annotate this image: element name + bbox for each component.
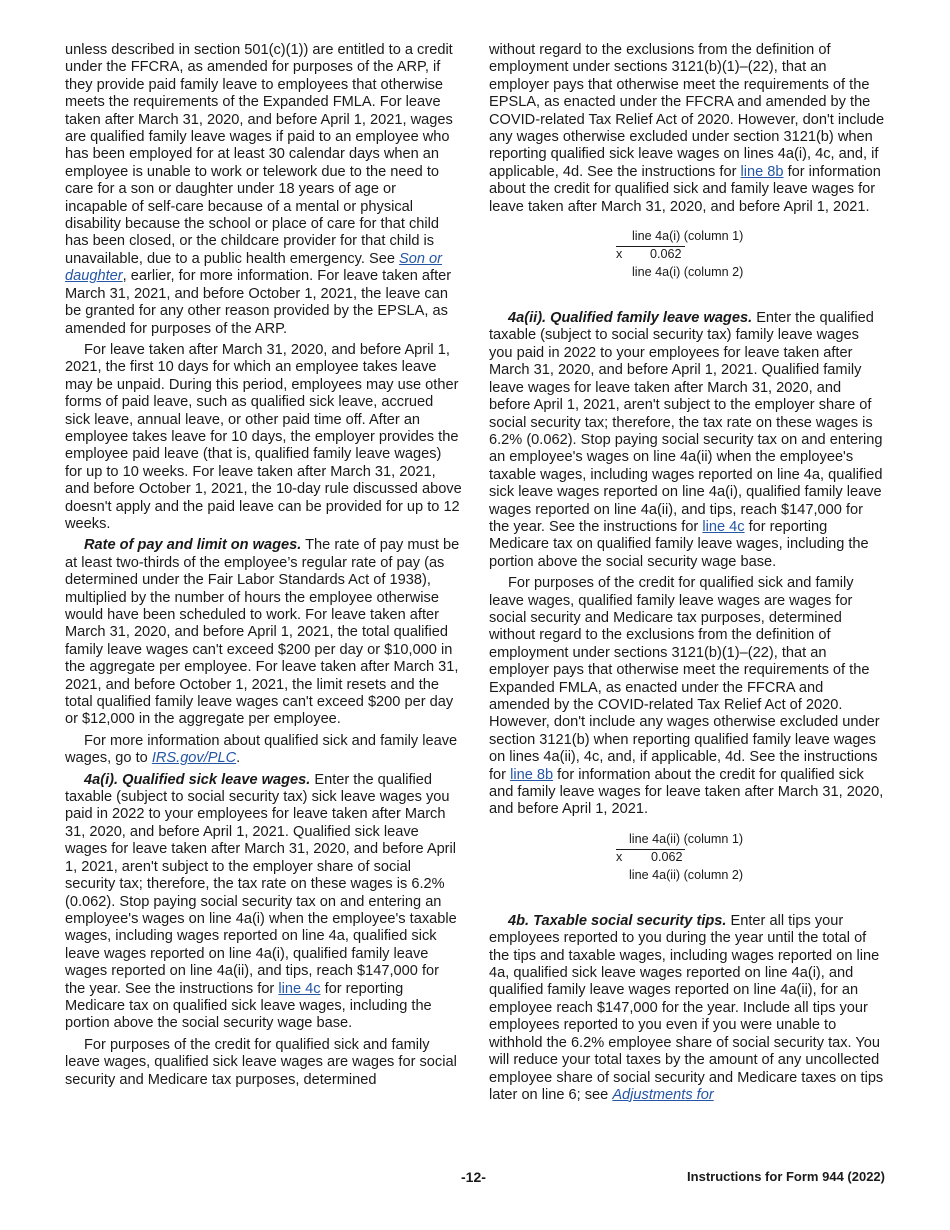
calc-4aii-multiplier-row (616, 849, 685, 864)
paragraph-family-credit-purposes: For purposes of the credit for qualified sick and family leave wages, qualified family leave wages are wages for social security and Medicare tax purposes, determined without regard to the exclusions from the definition of employment under sections 3121(b)(1)–(22), that an employer pays that otherwise meet the requirements of the Expanded FMLA, as enacted under the FFCRA and amended by the COVID-related Tax Relief Act of 2020. However, don't include any wages otherwise excluded under section 3121(b) when reporting qualified family leave wages on lines 4a(ii), 4c, and, if applicable, 4d. See the instructions for line 8b for information about the credit for qualified sick and family leave wages for leave taken after March 31, 2020, and before April 1, 2021. (489, 575, 884, 818)
calculation-4aii (489, 831, 886, 891)
paragraph-credit-purposes: For purposes of the credit for qualified sick and family leave wages, qualified sick leave wages are wages for social security and Medicare tax purposes, determined (65, 1036, 457, 1088)
line-8b-link[interactable]: line 8b (740, 163, 784, 180)
line-4b-heading: 4b. Taxable social security tips. (508, 912, 727, 929)
paragraph-4b: 4b. Taxable social security tips. Enter all tips your employees reported to you during the year until the total of the tips and taxable wages, including wages reported on line 4a, qualified sick leave wages reported on line 4a(i), and qualified family leave wages reported on line 4a(ii), for an employee reach $147,000 for the year. Include all tips your employees reported to you even if you were unable to withhold the 6.2% employee share of social security tax. You will reduce your total taxes by the amount of any uncollected employee share of social security and Medicare taxes on tips later on line 6; see Adjustments for (489, 912, 884, 1103)
calc-4aii-rate: 0.062 (651, 849, 683, 864)
paragraph-expanded-fmla: unless described in section 501(c)(1)) are entitled to a credit under the FFCRA, as amended for purposes of the ARP, if they provide paid family leave to employees that otherwise meets the requirements of the Expanded FMLA. For leave taken after March 31, 2020, and before April 1, 2021, wages are qualified family leave wages if paid to an employee who has been employed for at least 30 calendar days when an employee is unable to work or telework due to the need to care for a son or daughter under 18 years of age or incapable of self-care because of a mental or physical disability because the school or place of care for that child has been closed, or the childcare provider for that child is unavailable, due to a public health emergency. See Son or daughter, earlier, for more information. For leave taken after March 31, 2021, and before October 1, 2021, the leave can be granted for any other reason provided by the EPSLA, as amended for purposes of the ARP. (65, 42, 453, 337)
form-title: Instructions for Form 944 (2022) (687, 1169, 885, 1184)
paragraph-rate-of-pay: Rate of pay and limit on wages. The rate of pay must be at least two-thirds of the employee’s regular rate of pay (as determined under the Fair Labor Standards Act of 1938), multiplied by the number of hours the employee otherwise would have been scheduled to work. For leave taken after March 31, 2020, and before April 1, 2021, the total qualified family leave wages can't exceed $200 per day or $10,000 in the aggregate per employee. For leave taken after March 31, 2021, and before October 1, 2021, the limit resets and the total qualified family leave wages can't exceed $200 per day or $12,000 in the aggregate per employee. (65, 537, 460, 728)
multiply-sign: x (616, 849, 623, 864)
calculation-4ai (489, 228, 886, 288)
line-4c-link[interactable]: line 4c (278, 980, 321, 997)
paragraph-4ai: 4a(i). Qualified sick leave wages. Enter the qualified taxable (subject to social security tax) sick leave wages you paid in 2022 to your employees for leave taken after March 31, 2020, and before April 1, 2021. Qualified sick leave wages for leave taken after March 31, 2020, and before April 1, 2021, aren't subject to the employer share of social security tax; therefore, the tax rate on these wages is 6.2% (0.062). Stop paying social security tax on and entering an employee's wages on line 4a(i) when the employee's taxable wages, including wages reported on line 4a, qualified sick leave wages reported on line 4a(i), qualified family leave wages reported on line 4a(ii), and tips, reach $147,000 for the year. See the instructions for line 4c for reporting Medicare tax on qualified sick leave wages, including the portion above the social security wage base. (65, 771, 457, 1032)
line-4aii-heading: 4a(ii). Qualified family leave wages. (508, 310, 753, 327)
paragraph-epsla: without regard to the exclusions from the definition of employment under sections 3121(b)(1)–(22), that an employer pays that otherwise meet the requirements of the EPSLA, as enacted under the FFCRA and amended by the COVID-related Tax Relief Act of 2020. However, don't include any wages otherwise excluded under section 3121(b) when reporting qualified sick leave wages on lines 4a(i), 4c, and, if applicable, 4d. See the instructions for line 8b for information about the credit for qualified sick and family leave wages for leave taken after March 31, 2020, and before April 1, 2021. (489, 42, 885, 215)
line-4ai-heading: 4a(i). Qualified sick leave wages. (84, 771, 311, 788)
multiply-sign: x (616, 247, 623, 262)
calc-4ai-rate: 0.062 (650, 247, 682, 262)
calc-4ai-multiplier-row (616, 246, 685, 262)
calc-4aii-line1: line 4a(ii) (column 1) (629, 831, 744, 846)
calc-4ai-line3: line 4a(i) (column 2) (632, 265, 744, 280)
calc-4aii-line3: line 4a(ii) (column 2) (629, 867, 744, 882)
page-number: -12- (461, 1169, 486, 1185)
left-column (65, 42, 462, 1093)
line-8b-link[interactable]: line 8b (510, 766, 554, 783)
adjustments-for-link[interactable]: Adjustments for (612, 1086, 714, 1103)
paragraph-unpaid-days: For leave taken after March 31, 2020, and before April 1, 2021, the first 10 days for which an employee takes leave may be unpaid. During this period, employees may use other forms of paid leave, such as qualified sick leave, accrued sick leave, annual leave, or other paid time off. After an employee takes leave for 10 days, the employer provides the employee paid leave (that is, qualified family leave wages) for up to 10 weeks. For leave taken after March 31, 2021, and before October 1, 2021, the 10-day rule discussed above doesn't apply and the paid leave can be provided for up to 12 weeks. (65, 341, 462, 532)
line-4c-link[interactable]: line 4c (702, 518, 745, 535)
rate-of-pay-heading: Rate of pay and limit on wages. (84, 537, 302, 554)
calc-4ai-line1: line 4a(i) (column 1) (632, 229, 744, 244)
paragraph-more-info: For more information about qualified sick and family leave wages, go to IRS.gov/PLC. (65, 732, 458, 767)
son-or-daughter-link[interactable]: Son or daughter (65, 250, 442, 285)
paragraph-4aii: 4a(ii). Qualified family leave wages. Enter the qualified taxable (subject to social security tax) family leave wages you paid in 2022 to your employees for leave taken after March 31, 2020, and before April 1, 2021. Qualified family leave wages for leave taken after March 31, 2020, and before April 1, 2021, aren't subject to the employer share of social security tax; therefore, the tax rate on these wages is 6.2% (0.062). Stop paying social security tax on and entering an employee's wages on line 4a(ii) when the employee's taxable wages, including wages reported on line 4a, qualified sick leave wages reported on line 4a(i), qualified family leave wages reported on line 4a(ii), and tips, reach $147,000 for the year. See the instructions for line 4c for reporting Medicare tax on qualified family leave wages, including the portion above the social security wage base. (489, 310, 883, 570)
irs-plc-link[interactable]: IRS.gov/PLC (151, 750, 237, 767)
right-column (489, 42, 886, 1108)
